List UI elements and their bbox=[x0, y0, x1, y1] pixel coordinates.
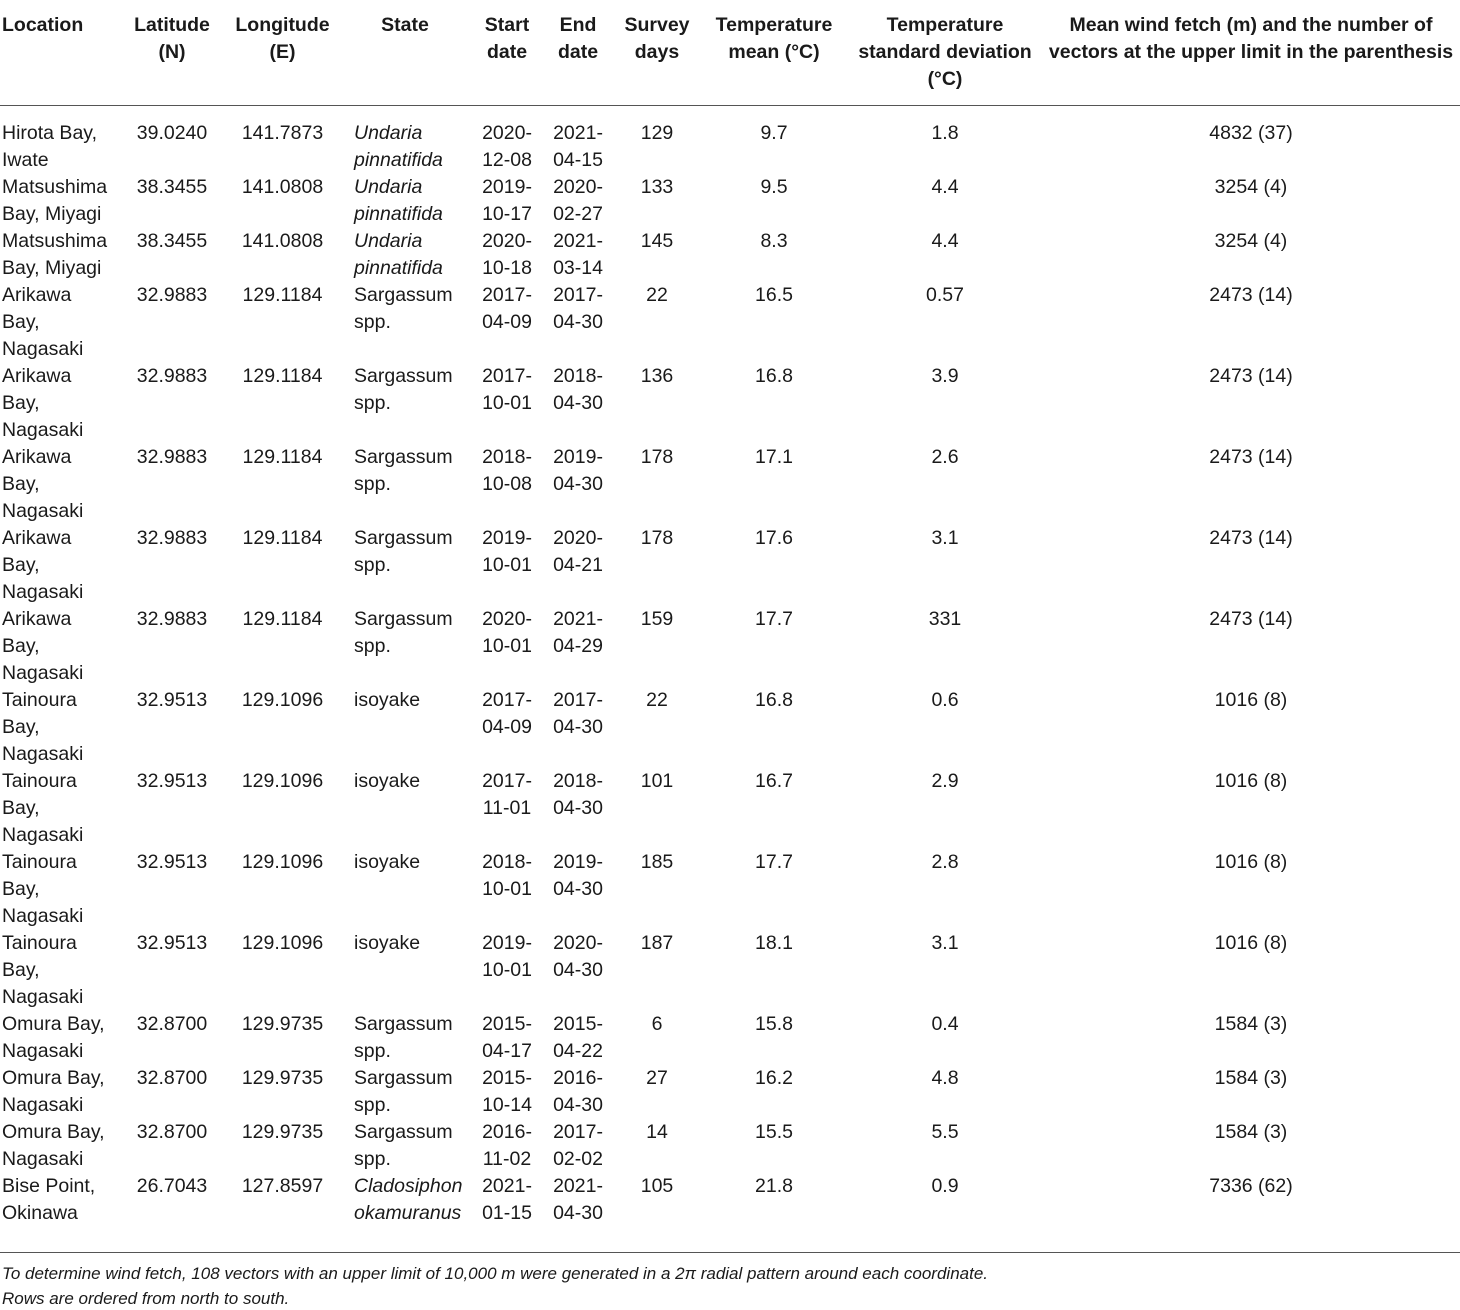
cell-temperature-mean: 18.1 bbox=[755, 932, 793, 954]
cell-latitude: 32.9883 bbox=[136, 446, 208, 468]
cell-temperature-mean: 16.8 bbox=[755, 365, 793, 387]
cell-start-date: 2019- 10-01 bbox=[482, 527, 532, 576]
cell-wind-fetch: 1016 (8) bbox=[1214, 689, 1288, 711]
cell-latitude: 26.7043 bbox=[136, 1175, 208, 1197]
cell-start-date: 2015- 10-14 bbox=[482, 1067, 532, 1116]
cell-end-date: 2017- 04-30 bbox=[553, 689, 603, 738]
cell-survey-days: 136 bbox=[640, 365, 674, 387]
cell-state: Undaria pinnatifida bbox=[354, 176, 443, 225]
cell-latitude: 32.9513 bbox=[136, 932, 208, 954]
header-wind-fetch: Mean wind fetch (m) and the number of vectors at the upper limit in the parenthesis bbox=[1042, 0, 1460, 106]
header-survey-days: Survey days bbox=[614, 0, 700, 106]
cell-latitude: 32.8700 bbox=[136, 1121, 208, 1143]
cell-state: Cladosiphon okamuranus bbox=[354, 1175, 463, 1224]
cell-longitude: 129.1184 bbox=[242, 365, 323, 387]
cell-wind-fetch: 3254 (4) bbox=[1214, 230, 1288, 252]
cell-end-date: 2019- 04-30 bbox=[553, 446, 603, 495]
cell-location: Tainoura Bay, Nagasaki bbox=[2, 932, 84, 1008]
cell-end-date: 2015- 04-22 bbox=[553, 1013, 603, 1062]
cell-state: Sargassum spp. bbox=[354, 1013, 453, 1062]
cell-end-date: 2020- 04-21 bbox=[553, 527, 603, 576]
cell-start-date: 2017- 10-01 bbox=[482, 365, 532, 414]
cell-location: Arikawa Bay, Nagasaki bbox=[2, 284, 84, 360]
cell-longitude: 129.1184 bbox=[242, 608, 323, 630]
cell-temperature-sd: 2.8 bbox=[931, 851, 959, 873]
cell-latitude: 32.9883 bbox=[136, 527, 208, 549]
table-row bbox=[0, 363, 1460, 444]
cell-temperature-sd: 2.6 bbox=[931, 446, 959, 468]
table-row bbox=[0, 1173, 1460, 1235]
cell-longitude: 129.1096 bbox=[241, 689, 324, 711]
cell-survey-days: 178 bbox=[640, 527, 674, 549]
cell-longitude: 129.1096 bbox=[241, 851, 324, 873]
cell-wind-fetch: 2473 (14) bbox=[1209, 446, 1293, 468]
cell-wind-fetch: 2473 (14) bbox=[1209, 527, 1293, 549]
cell-wind-fetch: 1584 (3) bbox=[1214, 1067, 1288, 1089]
footnote-wind-fetch: To determine wind fetch, 108 vectors with an upper limit of 10,000 m were generated in a 2π radial pattern around each coordinate. bbox=[2, 1264, 989, 1283]
cell-temperature-sd: 4.4 bbox=[931, 230, 959, 252]
cell-temperature-mean: 9.5 bbox=[760, 176, 788, 198]
table-row bbox=[0, 444, 1460, 525]
cell-state: Sargassum spp. bbox=[354, 1067, 453, 1116]
cell-state: Undaria pinnatifida bbox=[354, 122, 443, 171]
footnote-row-order: Rows are ordered from north to south. bbox=[2, 1289, 290, 1308]
cell-wind-fetch: 2473 (14) bbox=[1209, 284, 1293, 306]
cell-wind-fetch: 2473 (14) bbox=[1209, 365, 1293, 387]
cell-state: isoyake bbox=[354, 851, 421, 873]
cell-start-date: 2018- 10-08 bbox=[482, 446, 532, 495]
cell-location: Bise Point, Okinawa bbox=[2, 1175, 96, 1224]
cell-survey-days: 187 bbox=[640, 932, 674, 954]
cell-latitude: 38.3455 bbox=[136, 230, 208, 252]
cell-survey-days: 159 bbox=[640, 608, 674, 630]
cell-state: Sargassum spp. bbox=[354, 1121, 453, 1170]
cell-survey-days: 22 bbox=[646, 689, 668, 711]
cell-temperature-mean: 17.6 bbox=[755, 527, 793, 549]
header-temperature-sd: Temperature standard deviation (°C) bbox=[848, 0, 1042, 106]
cell-latitude: 32.9513 bbox=[136, 689, 208, 711]
cell-temperature-sd: 4.8 bbox=[931, 1067, 959, 1089]
cell-end-date: 2017- 04-30 bbox=[553, 284, 603, 333]
table-row bbox=[0, 849, 1460, 930]
cell-temperature-mean: 16.7 bbox=[755, 770, 793, 792]
cell-longitude: 141.0808 bbox=[241, 230, 324, 252]
cell-location: Matsushima Bay, Miyagi bbox=[2, 176, 108, 225]
cell-wind-fetch: 1584 (3) bbox=[1214, 1013, 1288, 1035]
cell-wind-fetch: 7336 (62) bbox=[1209, 1175, 1293, 1197]
cell-temperature-mean: 15.5 bbox=[755, 1121, 793, 1143]
cell-survey-days: 6 bbox=[651, 1013, 663, 1035]
cell-state: Undaria pinnatifida bbox=[354, 230, 443, 279]
cell-latitude: 39.0240 bbox=[136, 122, 208, 144]
cell-longitude: 129.9735 bbox=[241, 1067, 324, 1089]
table-body bbox=[0, 106, 1460, 1236]
cell-latitude: 32.9883 bbox=[136, 365, 208, 387]
cell-end-date: 2018- 04-30 bbox=[553, 365, 603, 414]
cell-location: Arikawa Bay, Nagasaki bbox=[2, 608, 84, 684]
cell-temperature-sd: 3.1 bbox=[931, 932, 959, 954]
cell-survey-days: 27 bbox=[646, 1067, 668, 1089]
header-row bbox=[0, 0, 1460, 106]
cell-state: isoyake bbox=[354, 932, 421, 954]
cell-state: Sargassum spp. bbox=[354, 365, 453, 414]
cell-start-date: 2017- 04-09 bbox=[482, 284, 532, 333]
table-row bbox=[0, 687, 1460, 768]
cell-temperature-sd: 0.6 bbox=[931, 689, 959, 711]
cell-location: Tainoura Bay, Nagasaki bbox=[2, 770, 84, 846]
cell-wind-fetch: 1016 (8) bbox=[1214, 932, 1288, 954]
cell-end-date: 2016- 04-30 bbox=[553, 1067, 603, 1116]
cell-temperature-sd: 0.9 bbox=[931, 1175, 959, 1197]
cell-temperature-mean: 9.7 bbox=[760, 122, 788, 144]
header-longitude: Longitude (E) bbox=[227, 0, 338, 106]
cell-longitude: 129.1184 bbox=[242, 446, 323, 468]
cell-location: Omura Bay, Nagasaki bbox=[2, 1013, 105, 1062]
cell-end-date: 2020- 02-27 bbox=[553, 176, 603, 225]
cell-latitude: 32.9883 bbox=[136, 608, 208, 630]
table-row bbox=[0, 606, 1460, 687]
cell-location: Matsushima Bay, Miyagi bbox=[2, 230, 108, 279]
cell-longitude: 129.1096 bbox=[241, 932, 324, 954]
cell-location: Arikawa Bay, Nagasaki bbox=[2, 446, 84, 522]
cell-temperature-sd: 3.1 bbox=[931, 527, 959, 549]
header-latitude: Latitude (N) bbox=[117, 0, 227, 106]
cell-longitude: 141.7873 bbox=[241, 122, 324, 144]
cell-location: Tainoura Bay, Nagasaki bbox=[2, 689, 84, 765]
cell-temperature-sd: 4.4 bbox=[931, 176, 959, 198]
cell-start-date: 2021- 01-15 bbox=[482, 1175, 532, 1224]
table-row bbox=[0, 282, 1460, 363]
table-row bbox=[0, 768, 1460, 849]
cell-longitude: 141.0808 bbox=[241, 176, 324, 198]
header-end-date: End date bbox=[542, 0, 614, 106]
header-state: State bbox=[338, 0, 472, 106]
cell-temperature-sd: 0.4 bbox=[931, 1013, 959, 1035]
cell-latitude: 32.9883 bbox=[136, 284, 208, 306]
cell-temperature-mean: 21.8 bbox=[755, 1175, 793, 1197]
cell-state: Sargassum spp. bbox=[354, 527, 453, 576]
cell-temperature-mean: 15.8 bbox=[755, 1013, 793, 1035]
table-row bbox=[0, 106, 1460, 175]
cell-latitude: 32.8700 bbox=[136, 1013, 208, 1035]
cell-start-date: 2020- 10-18 bbox=[482, 230, 532, 279]
cell-end-date: 2021- 04-15 bbox=[553, 122, 603, 171]
cell-end-date: 2021- 04-30 bbox=[553, 1175, 603, 1224]
cell-temperature-mean: 17.1 bbox=[755, 446, 793, 468]
cell-end-date: 2017- 02-02 bbox=[553, 1121, 603, 1170]
table-row bbox=[0, 1065, 1460, 1119]
cell-survey-days: 178 bbox=[640, 446, 674, 468]
cell-latitude: 32.9513 bbox=[136, 851, 208, 873]
cell-start-date: 2017- 11-01 bbox=[482, 770, 532, 819]
cell-longitude: 129.1184 bbox=[242, 284, 323, 306]
header-temperature-mean: Temperature mean (°C) bbox=[700, 0, 848, 106]
cell-temperature-sd: 1.8 bbox=[931, 122, 959, 144]
cell-location: Arikawa Bay, Nagasaki bbox=[2, 527, 84, 603]
cell-start-date: 2016- 11-02 bbox=[482, 1121, 532, 1170]
cell-end-date: 2018- 04-30 bbox=[553, 770, 603, 819]
cell-state: Sargassum spp. bbox=[354, 284, 453, 333]
cell-longitude: 129.1096 bbox=[241, 770, 324, 792]
cell-end-date: 2019- 04-30 bbox=[553, 851, 603, 900]
cell-temperature-mean: 16.8 bbox=[755, 689, 793, 711]
cell-state: isoyake bbox=[354, 689, 421, 711]
cell-longitude: 129.1184 bbox=[242, 527, 323, 549]
cell-temperature-mean: 8.3 bbox=[760, 230, 788, 252]
header-start-date: Start date bbox=[472, 0, 542, 106]
table-row bbox=[0, 228, 1460, 282]
cell-survey-days: 14 bbox=[646, 1121, 668, 1143]
cell-temperature-sd: 3.9 bbox=[931, 365, 959, 387]
cell-wind-fetch: 3254 (4) bbox=[1214, 176, 1288, 198]
cell-start-date: 2015- 04-17 bbox=[482, 1013, 532, 1062]
cell-location: Omura Bay, Nagasaki bbox=[2, 1121, 105, 1170]
table-row bbox=[0, 525, 1460, 606]
cell-temperature-mean: 17.7 bbox=[755, 851, 793, 873]
cell-location: Tainoura Bay, Nagasaki bbox=[2, 851, 84, 927]
cell-survey-days: 145 bbox=[640, 230, 674, 252]
table-bottom-rule bbox=[0, 1252, 1460, 1253]
cell-start-date: 2019- 10-17 bbox=[482, 176, 532, 225]
cell-start-date: 2017- 04-09 bbox=[482, 689, 532, 738]
cell-wind-fetch: 1584 (3) bbox=[1214, 1121, 1288, 1143]
cell-start-date: 2020- 12-08 bbox=[482, 122, 532, 171]
cell-latitude: 38.3455 bbox=[136, 176, 208, 198]
cell-temperature-sd: 0.57 bbox=[926, 284, 964, 306]
cell-end-date: 2020- 04-30 bbox=[553, 932, 603, 981]
cell-start-date: 2018- 10-01 bbox=[482, 851, 532, 900]
cell-temperature-mean: 17.7 bbox=[755, 608, 793, 630]
cell-temperature-mean: 16.5 bbox=[755, 284, 793, 306]
cell-start-date: 2019- 10-01 bbox=[482, 932, 532, 981]
cell-state: Sargassum spp. bbox=[354, 608, 453, 657]
cell-location: Hirota Bay, Iwate bbox=[2, 122, 98, 171]
table-row bbox=[0, 1119, 1460, 1173]
cell-longitude: 127.8597 bbox=[241, 1175, 324, 1197]
cell-state: isoyake bbox=[354, 770, 421, 792]
cell-wind-fetch: 1016 (8) bbox=[1214, 851, 1288, 873]
header-location: Location bbox=[0, 0, 117, 106]
table-row bbox=[0, 930, 1460, 1011]
cell-survey-days: 185 bbox=[640, 851, 674, 873]
cell-end-date: 2021- 04-29 bbox=[553, 608, 603, 657]
table-row bbox=[0, 1011, 1460, 1065]
cell-start-date: 2020- 10-01 bbox=[482, 608, 532, 657]
cell-survey-days: 101 bbox=[640, 770, 674, 792]
cell-survey-days: 105 bbox=[640, 1175, 674, 1197]
cell-latitude: 32.9513 bbox=[136, 770, 208, 792]
cell-location: Arikawa Bay, Nagasaki bbox=[2, 365, 84, 441]
cell-wind-fetch: 2473 (14) bbox=[1209, 608, 1293, 630]
cell-temperature-mean: 16.2 bbox=[755, 1067, 793, 1089]
cell-state: Sargassum spp. bbox=[354, 446, 453, 495]
cell-wind-fetch: 4832 (37) bbox=[1209, 122, 1293, 144]
cell-latitude: 32.8700 bbox=[136, 1067, 208, 1089]
cell-end-date: 2021- 03-14 bbox=[553, 230, 603, 279]
cell-temperature-sd: 5.5 bbox=[931, 1121, 959, 1143]
cell-longitude: 129.9735 bbox=[241, 1013, 324, 1035]
cell-temperature-sd: 331 bbox=[928, 608, 962, 630]
cell-survey-days: 22 bbox=[646, 284, 668, 306]
cell-survey-days: 129 bbox=[640, 122, 674, 144]
cell-survey-days: 133 bbox=[640, 176, 674, 198]
cell-temperature-sd: 2.9 bbox=[931, 770, 959, 792]
cell-location: Omura Bay, Nagasaki bbox=[2, 1067, 105, 1116]
table-row bbox=[0, 174, 1460, 228]
cell-longitude: 129.9735 bbox=[241, 1121, 324, 1143]
cell-wind-fetch: 1016 (8) bbox=[1214, 770, 1288, 792]
